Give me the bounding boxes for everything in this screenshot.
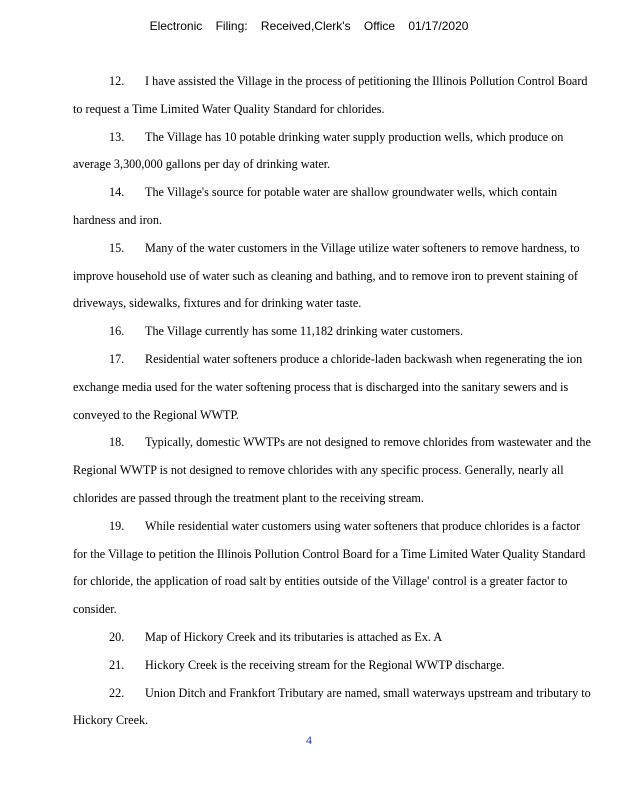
paragraph-text: Union Ditch and Frankfort Tributary are named, small waterways upstream and tributary to Hickory Creek. xyxy=(73,685,591,728)
paragraph-number: 13. xyxy=(109,129,125,144)
paragraph-13 xyxy=(73,124,593,180)
paragraph-number: 17. xyxy=(109,351,125,366)
page-number: 4 xyxy=(306,733,312,747)
paragraph-text: While residential water customers using water softeners that produce chlorides is a factor for the Village to petition the Illinois Pollution Control Board for a Time Limited Water Quality Standard for chloride, the application of road salt by entities outside of the Village' control is a greater factor to consider. xyxy=(73,518,586,617)
paragraph-number: 22. xyxy=(109,685,125,700)
paragraph-number: 12. xyxy=(109,74,125,88)
paragraph-12 xyxy=(73,68,593,124)
paragraph-text: Hickory Creek is the receiving stream for the Regional WWTP discharge. xyxy=(145,657,505,672)
paragraph-number: 18. xyxy=(109,435,125,450)
paragraph-19 xyxy=(73,513,593,624)
paragraph-number: 20. xyxy=(109,629,125,644)
paragraph-18 xyxy=(73,429,593,512)
paragraph-text: Residential water softeners produce a chloride-laden backwash when regenerating the ion exchange media used for the water softening process that is discharged into the sanitary sewers and is conveyed to the Regional WWTP. xyxy=(73,351,583,422)
paragraph-20 xyxy=(73,624,593,652)
paragraph-text: I have assisted the Village in the process of petitioning the Illinois Pollution Control Board to request a Time Limited Water Quality Standard for chlorides. xyxy=(73,74,588,116)
paragraph-22 xyxy=(73,680,593,736)
paragraph-21 xyxy=(73,652,593,680)
paragraph-17 xyxy=(73,346,593,429)
paragraph-15 xyxy=(73,235,593,318)
paragraph-text: The Village currently has some 11,182 drinking water customers. xyxy=(145,324,464,339)
filing-header: Electronic Filing: Received,Clerk's Office 01/17/2020 xyxy=(149,19,469,33)
document-body xyxy=(73,68,593,735)
paragraph-text: Many of the water customers in the Village utilize water softeners to remove hardness, to improve household use of water such as cleaning and bathing, and to remove iron to prevent staining of driveways, sidewalks, fixtures and for drinking water taste. xyxy=(73,240,580,311)
paragraph-text: Map of Hickory Creek and its tributaries is attached as Ex. A xyxy=(145,629,443,644)
paragraph-14 xyxy=(73,179,593,235)
paragraph-text: The Village's source for potable water are shallow groundwater wells, which contain hardness and iron. xyxy=(73,185,558,227)
paragraph-text: Typically, domestic WWTPs are not designed to remove chlorides from wastewater and the Regional WWTP is not designed to remove chlorides with any specific process. Generally, nearly all chlorides are passed through the treatment plant to the receiving stream. xyxy=(73,435,591,505)
paragraph-number: 19. xyxy=(109,518,125,533)
paragraph-number: 21. xyxy=(109,657,125,672)
paragraph-number: 14. xyxy=(109,185,125,200)
paragraph-text: The Village has 10 potable drinking water supply production wells, which produce on average 3,300,000 gallons per day of drinking water. xyxy=(73,129,564,172)
paragraph-16 xyxy=(73,318,593,346)
paragraph-number: 16. xyxy=(109,324,125,339)
paragraph-number: 15. xyxy=(109,240,125,255)
